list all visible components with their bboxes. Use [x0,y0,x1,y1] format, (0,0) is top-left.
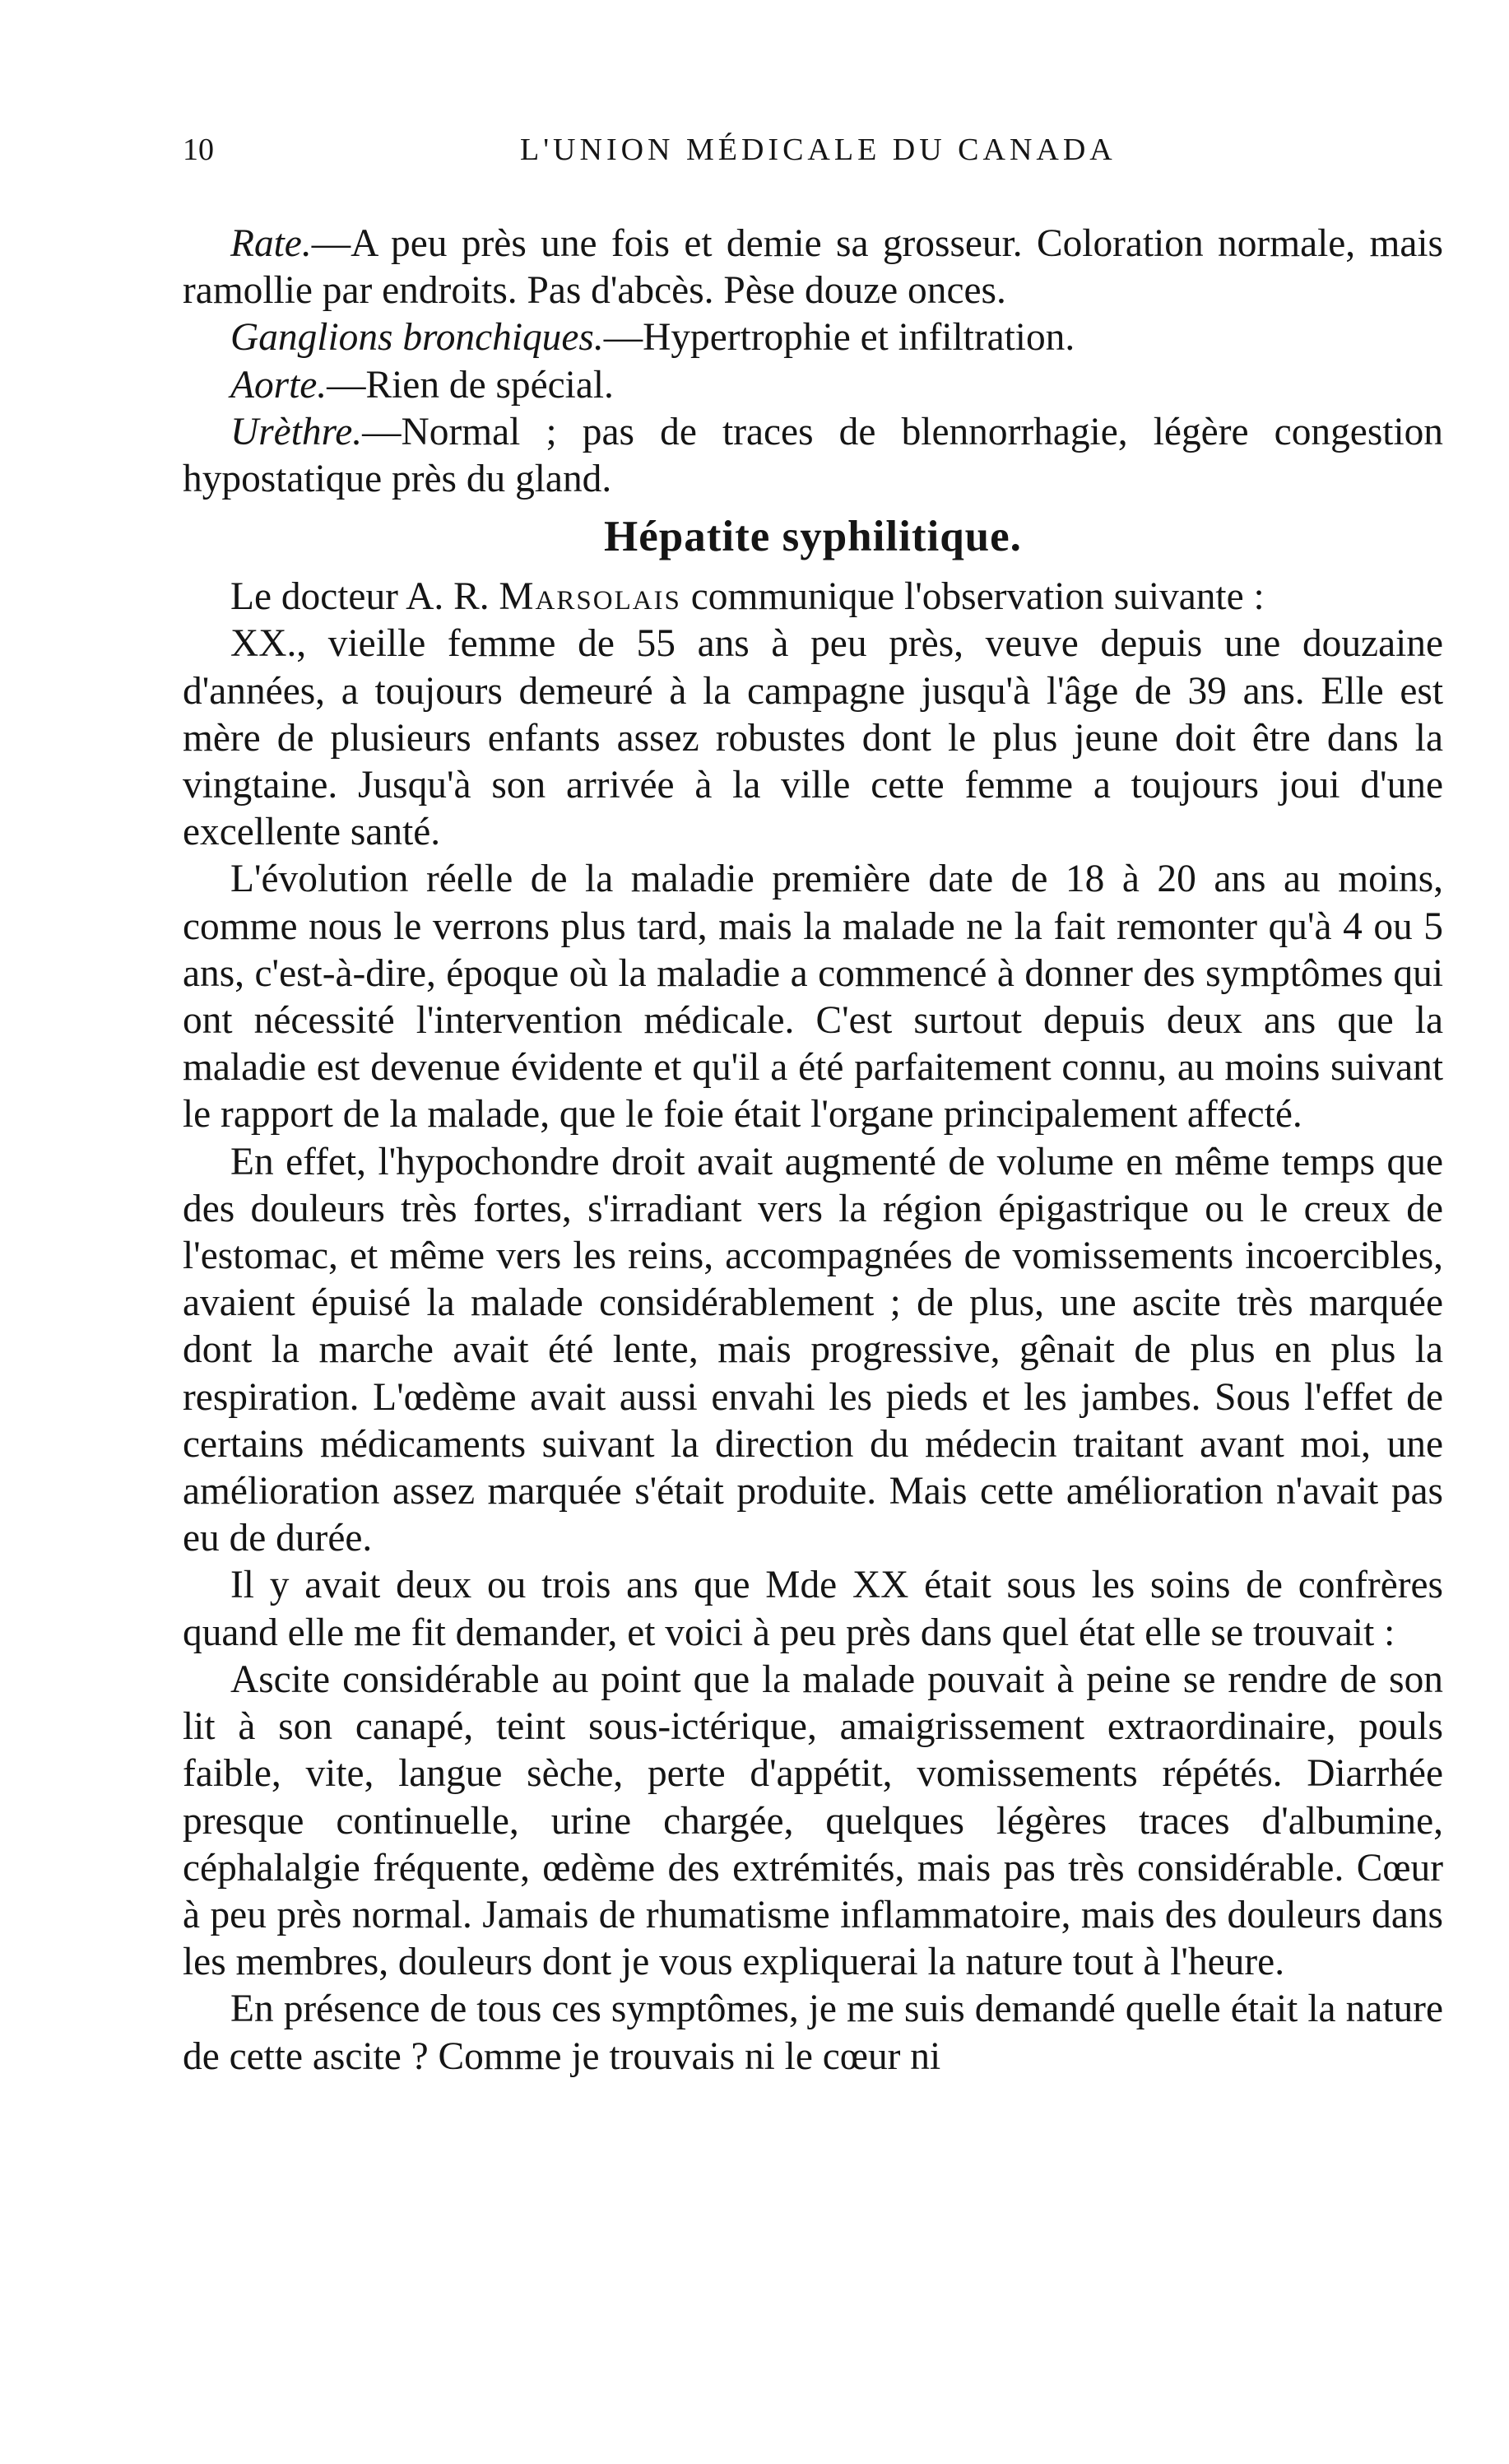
paragraph: L'évolution réelle de la maladie première date de 18 à 20 ans au moins, comme nous le verrons plus tard, mais la malade ne la fait remonter qu'à 4 ou 5 ans, c'est-à-dire, époque où la maladie a commencé à donner des symptômes qui ont nécessité l'intervention médicale. C'est surtout depuis deux ans que la maladie est devenue évidente et qu'il a été parfaitement connu, au moins suivant le rapport de la malade, que le foie était l'organe principalement affecté. [183,858,1443,1137]
paragraph: XX., vieille femme de 55 ans à peu près, veuve depuis une douzaine d'années, a toujours demeuré à la campagne jusqu'à l'âge de 39 ans. Elle est mère de plusieurs enfants assez robustes dont le plus jeune doit être dans la vingtaine. Jusqu'à son arrivée à la ville cette femme a toujours joui d'une excellente santé. [183,622,1443,854]
page-body [183,221,1443,2080]
intro-after: communique l'observation suivante : [690,575,1265,619]
autopsy-entry-ganglions [183,314,1443,361]
autopsy-entry-rate [183,221,1443,314]
paragraph: En présence de tous ces symptômes, je me suis demandé quelle était la nature de cette ascite ? Comme je trouvais ni le cœur ni [183,1987,1443,2078]
autopsy-entry-urethre [183,409,1443,503]
running-head: L'UNION MÉDICALE DU CANADA [520,132,1117,167]
section-title: Hépatite syphilitique. [604,513,1022,561]
entry-text: —Rien de spécial. [327,363,614,407]
entry-label: Urèthre. [230,410,363,453]
page-number: 10 [183,132,214,167]
entry-label: Aorte. [230,363,327,407]
section-intro [183,574,1443,621]
entry-text: —Normal ; pas de traces de blennorrhagie, légère congestion hypostatique près du gland. [183,410,1443,501]
entry-text: —A peu près une fois et demie sa grosseur. Coloration normale, mais ramollie par endroits. Pas d'abcès. Pèse douze onces. [183,222,1443,313]
autopsy-entry-aorte [183,362,1443,409]
entry-label: Rate. [230,222,312,265]
entry-text: —Hypertrophie et infiltration. [603,316,1075,360]
author-name: Marsolais [499,575,681,619]
page-header [183,132,1443,181]
paragraph: En effet, l'hypochondre droit avait augmenté de volume en même temps que des douleurs très fortes, s'irradiant vers la région épigastrique ou le creux de l'estomac, et même vers les reins, accompagnées de vomissements incoercibles, avaient épuisé la malade considérablement ; de plus, une ascite très marquée dont la marche avait été lente, mais progressive, gênait de plus en plus la respiration. L'œdème avait aussi envahi les pieds et les jambes. Sous l'effet de certains médicaments suivant la direction du médecin traitant avant moi, une amélioration assez marquée s'était produite. Mais cette amélioration n'avait pas eu de durée. [183,1140,1443,1560]
intro-before: Le docteur A. R. [230,575,490,619]
entry-label: Ganglions bronchiques. [230,316,604,360]
paragraph: Il y avait deux ou trois ans que Mde XX était sous les soins de confrères quand elle me fit demander, et voici à peu près dans quel état elle se trouvait : [183,1564,1443,1654]
paragraph: Ascite considérable au point que la malade pouvait à peine se rendre de son lit à son canapé, teint sous-ictérique, amaigrissement extraordinaire, pouls faible, vite, langue sèche, perte d'appétit, vomissements répétés. Diarrhée presque continuelle, urine chargée, quelques légères traces d'albumine, céphalalgie fréquente, œdème des extrémités, mais pas très considérable. Cœur à peu près normal. Jamais de rhumatisme inflammatoire, mais des douleurs dans les membres, douleurs dont je vous expliquerai la nature tout à l'heure. [183,1657,1443,1984]
